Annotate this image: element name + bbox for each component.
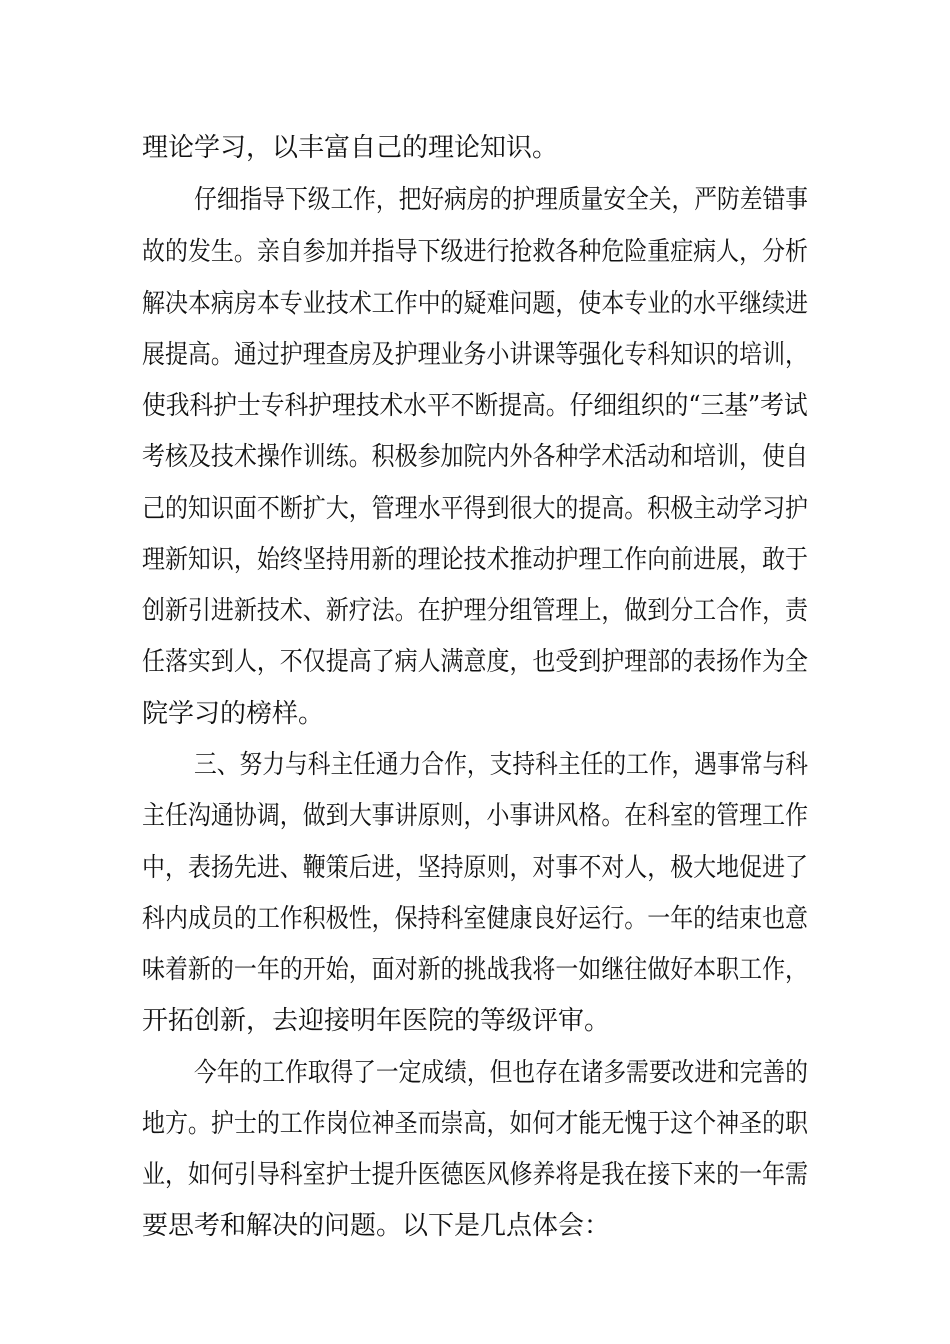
text-line: 理论学习，以丰富自己的理论知识。 xyxy=(142,133,559,163)
text-line: 己的知识面不断扩大，管理水平得到很大的提高。积极主动学习护 xyxy=(142,494,809,524)
text-line: 任落实到人，不仅提高了病人满意度，也受到护理部的表扬作为全 xyxy=(142,647,809,677)
text-line: 解决本病房本专业技术工作中的疑难问题，使本专业的水平继续进 xyxy=(142,289,809,319)
text-line: 创新引进新技术、新疗法。在护理分组管理上，做到分工合作，责 xyxy=(142,596,809,626)
text-line: 味着新的一年的开始，面对新的挑战我将一如继往做好本职工作， xyxy=(142,955,809,985)
text-line: 院学习的榜样。 xyxy=(142,699,325,729)
text-line: 地方。护士的工作岗位神圣而崇高，如何才能无愧于这个神圣的职 xyxy=(142,1109,809,1139)
text-line: 要思考和解决的问题。以下是几点体会： xyxy=(142,1211,611,1241)
text-line: 考核及技术操作训练。积极参加院内外各种学术活动和培训，使自 xyxy=(142,442,809,472)
text-line: 展提高。通过护理查房及护理业务小讲课等强化专科知识的培训， xyxy=(142,340,809,370)
text-line: 主任沟通协调，做到大事讲原则，小事讲风格。在科室的管理工作 xyxy=(142,801,809,831)
text-line: 今年的工作取得了一定成绩，但也存在诸多需要改进和完善的 xyxy=(194,1058,808,1088)
text-line: 三、努力与科主任通力合作，支持科主任的工作，遇事常与科 xyxy=(194,750,808,780)
text-line: 中，表扬先进、鞭策后进，坚持原则，对事不对人，极大地促进了 xyxy=(142,853,809,883)
text-line: 使我科护士专科护理技术水平不断提高。仔细组织的“三基”考试 xyxy=(142,391,808,421)
text-line: 业，如何引导科室护士提升医德医风修养将是我在接下来的一年需 xyxy=(142,1160,809,1190)
text-line: 开拓创新，去迎接明年医院的等级评审。 xyxy=(142,1006,611,1036)
text-line: 故的发生。亲自参加并指导下级进行抢救各种危险重症病人，分析 xyxy=(142,237,809,267)
text-line: 理新知识，始终坚持用新的理论技术推动护理工作向前进展，敢于 xyxy=(142,545,809,575)
text-line: 仔细指导下级工作，把好病房的护理质量安全关，严防差错事 xyxy=(194,185,808,215)
text-line: 科内成员的工作积极性，保持科室健康良好运行。一年的结束也意 xyxy=(142,904,809,934)
